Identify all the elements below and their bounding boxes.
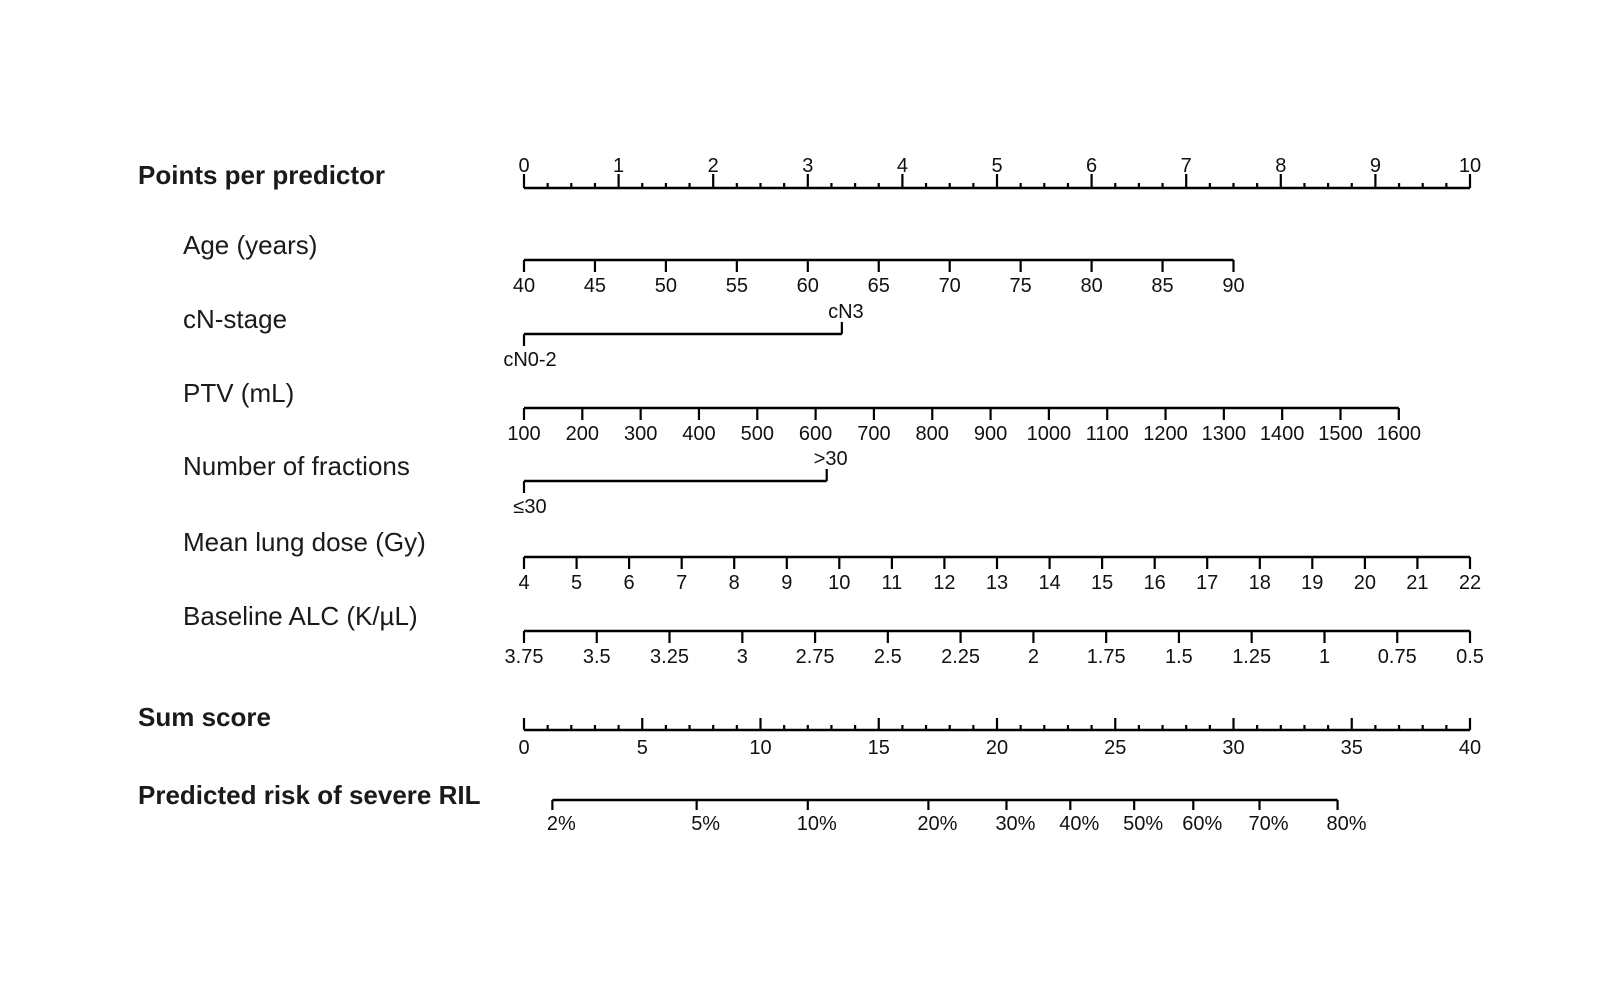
risk-axis-tick-label: 40% — [1059, 813, 1100, 835]
number-of-fractions-label: Number of fractions — [183, 451, 410, 481]
risk-axis-tick-label: 10% — [796, 813, 837, 835]
baseline-alc-k-l-tick-label: 0.5 — [1456, 646, 1484, 668]
mean-lung-dose-gy-tick-label: 8 — [728, 572, 740, 594]
ptv-ml-tick-label: 700 — [857, 423, 891, 445]
ptv-ml-tick-label: 1600 — [1376, 423, 1422, 445]
mean-lung-dose-gy-tick-label: 17 — [1196, 572, 1219, 594]
baseline-alc-k-l-tick-label: 3.75 — [504, 646, 544, 668]
points-axis-tick-label: 4 — [896, 155, 908, 177]
mean-lung-dose-gy-tick-label: 20 — [1353, 572, 1377, 594]
baseline-alc-k-l-tick-label: 1.25 — [1232, 646, 1272, 668]
age-years-tick-label: 75 — [1009, 275, 1032, 297]
risk-axis-tick-label: 5% — [691, 813, 721, 835]
risk-axis-tick-label: 30% — [995, 813, 1036, 835]
mean-lung-dose-gy-tick-label: 7 — [676, 572, 688, 594]
risk-axis-tick-label: 2% — [546, 813, 576, 835]
age-years-tick-label: 60 — [796, 275, 819, 297]
points-axis-tick-label: 2 — [707, 155, 719, 177]
mean-lung-dose-gy-tick-label: 13 — [985, 572, 1009, 594]
ptv-ml-tick-label: 1200 — [1143, 423, 1188, 445]
ptv-ml-tick-label: 900 — [973, 423, 1008, 445]
mean-lung-dose-gy-label: Mean lung dose (Gy) — [183, 527, 426, 557]
ptv-ml-tick-label: 300 — [623, 423, 658, 445]
ptv-ml-label: PTV (mL) — [183, 378, 295, 408]
points-axis-tick-label: 8 — [1275, 155, 1287, 177]
sum-score-tick-label: 10 — [749, 737, 772, 759]
points-axis-tick-label: 3 — [802, 155, 814, 177]
mean-lung-dose-gy-tick-label: 6 — [623, 572, 635, 594]
age-years-tick-label: 85 — [1151, 275, 1174, 297]
baseline-alc-k-l-tick-label: 3 — [736, 646, 748, 668]
ptv-ml-tick-label: 1000 — [1026, 423, 1072, 445]
points-axis-tick-label: 9 — [1369, 155, 1381, 177]
risk-axis-tick-label: 70% — [1248, 813, 1289, 835]
age-years-tick-label: 80 — [1080, 275, 1103, 297]
risk-axis-tick-label: 20% — [917, 813, 958, 835]
baseline-alc-k-l-label: Baseline ALC (K/µL) — [183, 601, 418, 631]
ptv-ml-tick-label: 100 — [507, 423, 541, 445]
sum-score-tick-label: 25 — [1104, 737, 1127, 759]
mean-lung-dose-gy-tick-label: 10 — [828, 572, 851, 594]
ptv-ml-tick-label: 1300 — [1201, 423, 1247, 445]
baseline-alc-k-l-tick-label: 3.5 — [582, 646, 611, 668]
mean-lung-dose-gy-tick-label: 21 — [1406, 572, 1429, 594]
ptv-ml-tick-label: 200 — [565, 423, 600, 445]
points-axis-title: Points per predictor — [138, 160, 386, 190]
mean-lung-dose-gy-tick-label: 16 — [1143, 572, 1166, 594]
baseline-alc-k-l-tick-label: 2 — [1027, 646, 1039, 668]
ptv-ml-tick-label: 1500 — [1318, 423, 1363, 445]
points-axis-tick-label: 0 — [518, 155, 530, 177]
mean-lung-dose-gy-tick-label: 12 — [933, 572, 956, 594]
sum-score-tick-label: 5 — [636, 737, 648, 759]
ptv-ml-tick-label: 400 — [682, 423, 716, 445]
age-years-tick-label: 50 — [654, 275, 678, 297]
ptv-ml-tick-label: 800 — [915, 423, 949, 445]
ptv-ml-tick-label: 600 — [798, 423, 833, 445]
mean-lung-dose-gy-tick-label: 18 — [1248, 572, 1271, 594]
age-years-tick-label: 70 — [938, 275, 961, 297]
mean-lung-dose-gy-tick-label: 15 — [1090, 572, 1114, 594]
age-years-tick-label: 45 — [583, 275, 607, 297]
number-of-fractions-tick-label: >30 — [813, 448, 848, 470]
age-years-tick-label: 55 — [725, 275, 748, 297]
risk-axis-tick-label: 50% — [1123, 813, 1164, 835]
age-years-tick-label: 65 — [867, 275, 890, 297]
risk-axis-tick-label: 60% — [1182, 813, 1223, 835]
mean-lung-dose-gy-tick-label: 22 — [1458, 572, 1482, 594]
cn-stage-tick-label: cN3 — [828, 301, 864, 323]
mean-lung-dose-gy-tick-label: 14 — [1038, 572, 1061, 594]
points-axis-tick-label: 7 — [1180, 155, 1192, 177]
ptv-ml-tick-label: 500 — [740, 423, 774, 445]
ptv-ml-tick-label: 1100 — [1085, 423, 1129, 445]
baseline-alc-k-l-tick-label: 2.25 — [941, 646, 981, 668]
mean-lung-dose-gy-tick-label: 4 — [518, 572, 530, 594]
points-axis-tick-label: 6 — [1086, 155, 1098, 177]
points-axis-tick-label: 5 — [991, 155, 1003, 177]
age-years-label: Age (years) — [183, 230, 318, 260]
points-axis-tick-label: 1 — [613, 155, 625, 177]
mean-lung-dose-gy-tick-label: 19 — [1301, 572, 1324, 594]
cn-stage-label: cN-stage — [183, 304, 288, 334]
sum-score-title: Sum score — [138, 702, 271, 732]
ptv-ml-tick-label: 1400 — [1259, 423, 1305, 445]
baseline-alc-k-l-tick-label: 1 — [1318, 646, 1331, 668]
points-axis-tick-label: 10 — [1458, 155, 1482, 177]
axes-layer — [524, 174, 1470, 810]
sum-score-tick-label: 35 — [1340, 737, 1363, 759]
risk-axis-title: Predicted risk of severe RIL — [138, 780, 481, 810]
baseline-alc-k-l-tick-label: 3.25 — [650, 646, 689, 668]
sum-score-tick-label: 0 — [518, 737, 530, 759]
baseline-alc-k-l-tick-label: 2.5 — [873, 646, 902, 668]
baseline-alc-k-l-tick-label: 0.75 — [1377, 646, 1417, 668]
sum-score-tick-label: 40 — [1458, 737, 1482, 759]
labels-layer — [138, 155, 1484, 835]
baseline-alc-k-l-tick-label: 1.5 — [1165, 646, 1193, 668]
risk-axis-tick-label: 80% — [1326, 813, 1367, 835]
mean-lung-dose-gy-tick-label: 5 — [571, 572, 583, 594]
sum-score-tick-label: 20 — [985, 737, 1009, 759]
age-years-tick-label: 90 — [1222, 275, 1245, 297]
baseline-alc-k-l-tick-label: 2.75 — [795, 646, 835, 668]
mean-lung-dose-gy-tick-label: 9 — [781, 572, 793, 594]
baseline-alc-k-l-tick-label: 1.75 — [1086, 646, 1126, 668]
sum-score-tick-label: 15 — [867, 737, 890, 759]
cn-stage-tick-label: cN0-2 — [503, 349, 557, 371]
number-of-fractions-tick-label: ≤30 — [513, 496, 547, 518]
age-years-tick-label: 40 — [512, 275, 536, 297]
sum-score-tick-label: 30 — [1222, 737, 1245, 759]
mean-lung-dose-gy-tick-label: 11 — [881, 572, 903, 594]
